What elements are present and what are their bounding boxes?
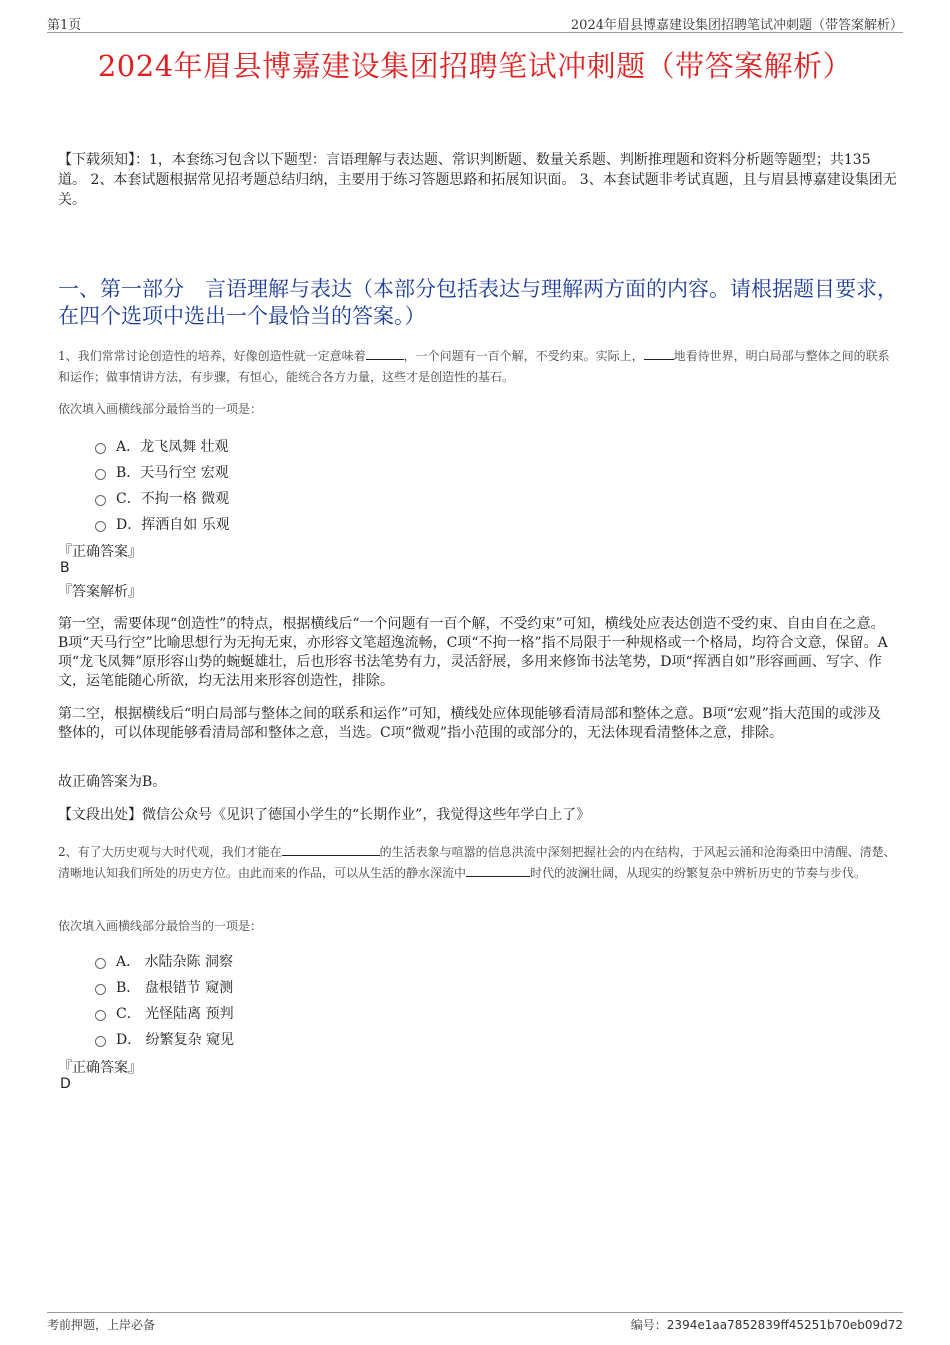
download-notice: 【下载须知】：1，本套练习包含以下题型：言语理解与表达题、常识判断题、数量关系题、判断推理题和资料分析题等题型；共135道。 2、本套试题根据常见招考题总结归纳，主要用于练习答题思路和拓展知识面。 3、本套试题非考试真题，且与眉县博嘉建设集团无关。 (58, 152, 897, 208)
radio-icon[interactable] (95, 1010, 106, 1021)
option-d[interactable]: D．挥洒自如 乐观 (95, 511, 230, 537)
option-c[interactable]: C． 光怪陆离 预判 (95, 1000, 234, 1026)
document-title: 2024年眉县博嘉建设集团招聘笔试冲刺题（带答案解析） (97, 49, 853, 83)
correct-answer-label: 『正确答案』 (58, 1060, 142, 1076)
blank-2 (644, 347, 674, 360)
analysis-paragraph-2: 第二空，根据横线后“明白局部与整体之间的联系和运作”可知，横线处应体现能够看清局部和整体之意。B项“宏观”指大范围的或涉及整体的，可以体现能够看清局部和整体之意，当选。C项“微观”指小范围的或部分的，无法体现看清整体之意，排除。 (58, 706, 881, 741)
question-2-stem: 2、有了大历史观与大时代观，我们才能在 的生活表象与喧嚣的信息洪流中深刻把握社会的内在结构，于风起云涌和沧海桑田中清醒、清楚、清晰地认知我们所处的历史方位。由此而来的作品，可以从生活的静水深流中 时代的波澜壮阔，从现实的纷繁复杂中辨析历史的节奏与步伐。 (58, 845, 896, 880)
question-1-stem: 1、我们常常讨论创造性的培养，好像创造性就一定意味着 ，一个问题有一百个解，不受约束。实际上， 地看待世界，明白局部与整体之间的联系和运作；做事情讲方法，有步骤，有恒心，能统合各方力量，这些才是创造性的基石。 (58, 349, 890, 384)
option-b[interactable]: B． 盘根错节 窥测 (95, 974, 234, 1000)
radio-icon[interactable] (95, 521, 106, 532)
option-c[interactable]: C．不拘一格 微观 (95, 485, 230, 511)
page-footer (47, 1312, 903, 1333)
section-title: 一、第一部分 言语理解与表达（本部分包括表达与理解两方面的内容。请根据题目要求，在四个选项中选出一个最恰当的答案。） (58, 277, 898, 328)
option-a[interactable]: A． 水陆杂陈 洞察 (95, 948, 234, 974)
source-citation: 【文段出处】微信公众号《见识了德国小学生的“长期作业”，我觉得这些年学白上了》 (58, 807, 591, 823)
question-1-options (95, 433, 230, 537)
analysis-conclusion: 故正确答案为B。 (58, 774, 167, 790)
radio-icon[interactable] (95, 1036, 106, 1047)
blank-2 (466, 864, 530, 877)
page-header (47, 14, 903, 33)
option-b[interactable]: B．天马行空 宏观 (95, 459, 230, 485)
option-a[interactable]: A．龙飞凤舞 壮观 (95, 433, 230, 459)
correct-answer-label: 『正确答案』 (58, 544, 142, 560)
blank-1 (366, 347, 404, 360)
radio-icon[interactable] (95, 984, 106, 995)
radio-icon[interactable] (95, 958, 106, 969)
header-doc-title: 2024年眉县博嘉建设集团招聘笔试冲刺题（带答案解析） (570, 18, 903, 33)
option-d[interactable]: D． 纷繁复杂 窥见 (95, 1026, 234, 1052)
blank-1 (282, 843, 380, 856)
footer-slogan: 考前押题，上岸必备 (47, 1318, 156, 1332)
question-2-options (95, 948, 234, 1052)
page-number: 第1页 (47, 18, 82, 33)
correct-answer: D (60, 1076, 71, 1092)
analysis-paragraph-1: 第一空，需要体现“创造性”的特点，根据横线后“一个问题有一百个解，不受约束”可知，横线处应表达创造不受约束、自由自在之意。B项“天马行空”比喻思想行为无拘无束，亦形容文笔超逸流畅，C项“不拘一格”指不局限于一种规格或一个格局，均符合文意，保留。A项“龙飞凤舞”原形容山势的蜿蜒雄壮，后也形容书法笔势有力，灵活舒展，多用来修饰书法笔势，D项“挥洒自如”形容画画、写字、作文，运笔能随心所欲，均无法用来形容创造性，排除。 (58, 616, 888, 689)
question-2-instruction: 依次填入画横线部分最恰当的一项是： (58, 919, 263, 933)
radio-icon[interactable] (95, 495, 106, 506)
radio-icon[interactable] (95, 469, 106, 480)
correct-answer: B (60, 560, 70, 576)
analysis-label: 『答案解析』 (58, 584, 142, 600)
radio-icon[interactable] (95, 443, 106, 454)
document-code: 编号：2394e1aa7852839ff45251b70eb09d72 (630, 1318, 903, 1332)
question-1-instruction: 依次填入画横线部分最恰当的一项是： (58, 402, 263, 416)
